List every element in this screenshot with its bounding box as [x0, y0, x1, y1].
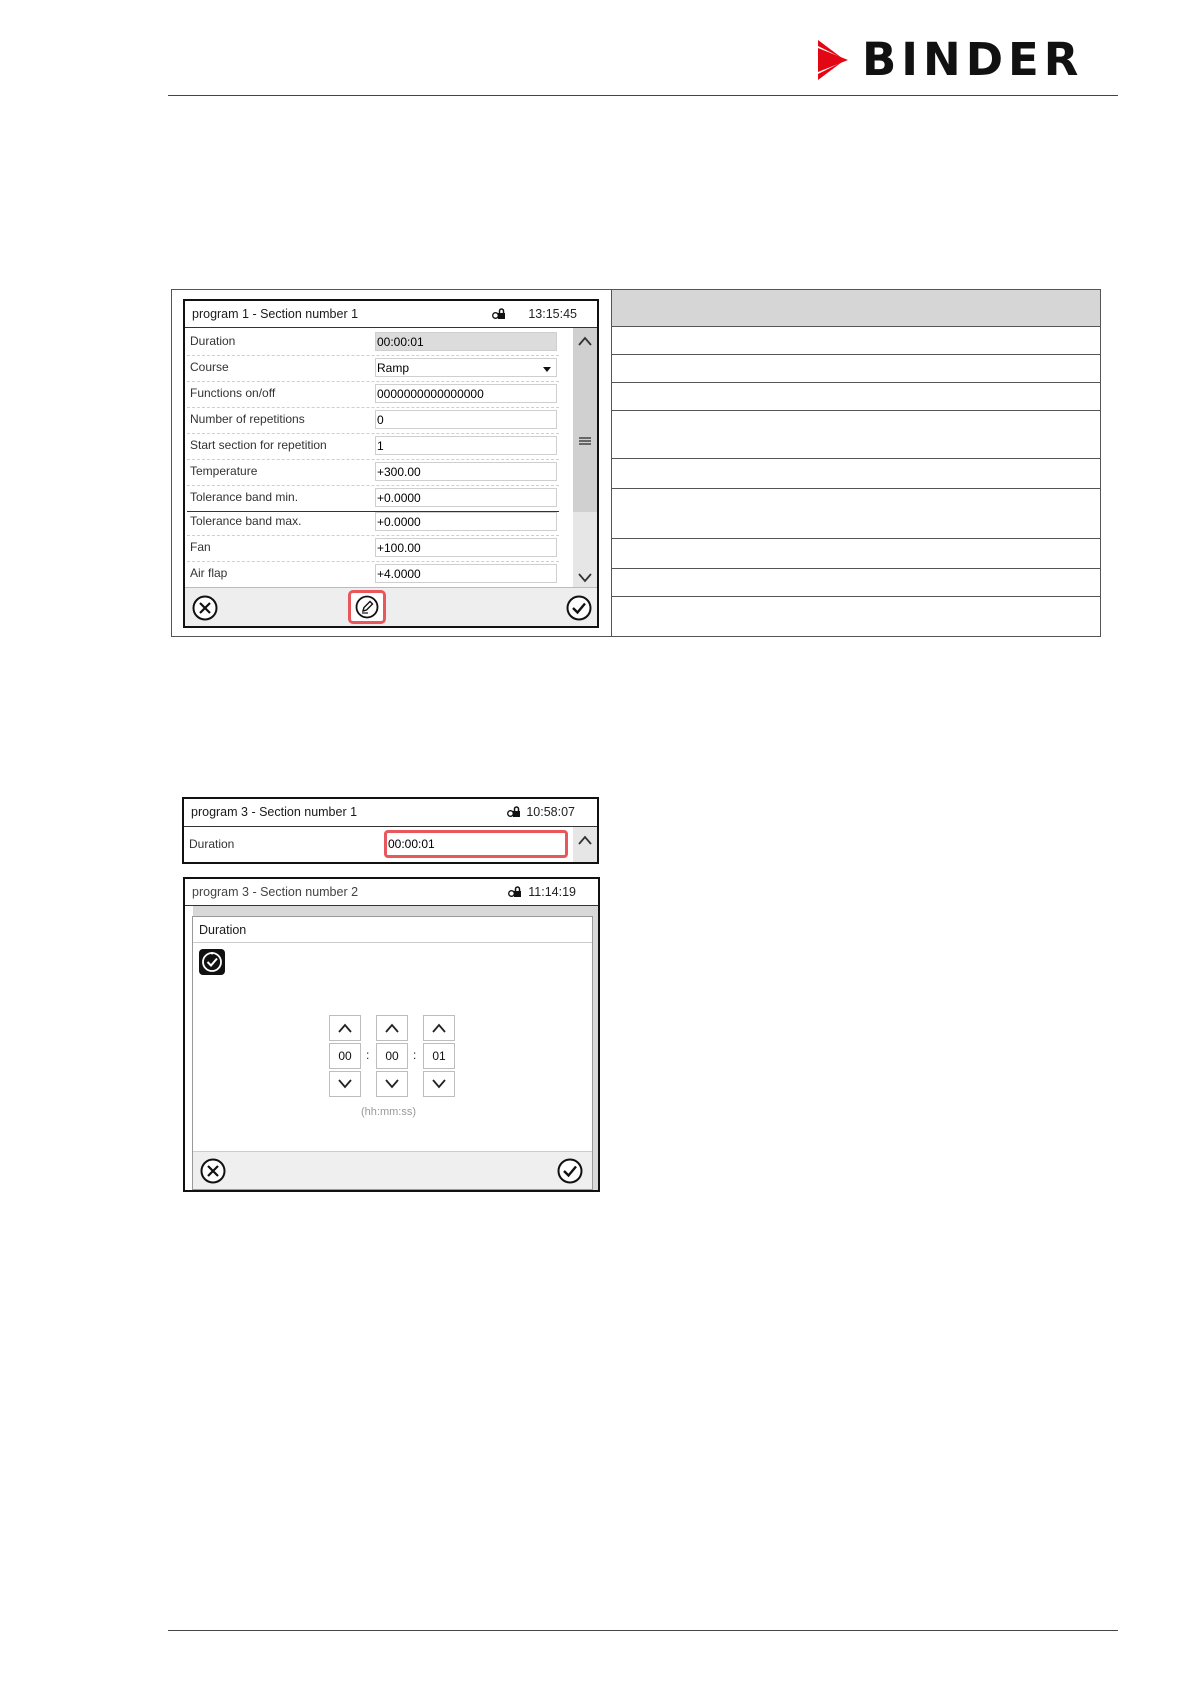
cancel-icon[interactable]	[200, 1158, 226, 1184]
param-row-duration[interactable]	[187, 329, 559, 356]
param-row-tolerance-min[interactable]	[187, 485, 559, 512]
duration-dialog-screen	[183, 877, 600, 1192]
scroll-up-icon[interactable]	[578, 835, 592, 845]
minutes-up-button[interactable]	[376, 1015, 408, 1041]
edit-button[interactable]	[348, 590, 386, 624]
table-row-divider	[612, 538, 1100, 539]
param-label: Number of repetitions	[190, 412, 305, 426]
cancel-icon[interactable]	[192, 595, 218, 621]
seconds-up-button[interactable]	[423, 1015, 455, 1041]
screen-title: program 3 - Section number 2	[192, 885, 359, 899]
hours-up-button[interactable]	[329, 1015, 361, 1041]
duration-value-highlighted[interactable]: 00:00:01	[384, 830, 568, 858]
param-label: Functions on/off	[190, 386, 276, 400]
chevron-down-icon	[432, 1079, 446, 1089]
program-section-screen-small	[182, 797, 599, 864]
table-row-divider	[612, 568, 1100, 569]
time-separator: :	[366, 1048, 370, 1062]
edit-pencil-icon	[355, 595, 379, 619]
chevron-down-icon	[338, 1079, 352, 1089]
course-select[interactable]	[375, 358, 557, 377]
table-row-divider	[612, 410, 1100, 411]
param-row-start-section[interactable]	[187, 433, 559, 460]
param-row-duration[interactable]	[186, 827, 570, 862]
lock-icon	[507, 805, 521, 819]
header-rule	[168, 95, 1118, 96]
screen-title-bar	[184, 799, 597, 827]
hours-down-button[interactable]	[329, 1071, 361, 1097]
minutes-field[interactable]: 00	[376, 1043, 408, 1069]
param-value[interactable]: 0	[375, 410, 557, 429]
confirm-check-icon[interactable]	[557, 1158, 583, 1184]
confirm-check-icon[interactable]	[566, 595, 592, 621]
screen-title: program 3 - Section number 1	[191, 805, 358, 819]
scrollbar[interactable]	[573, 328, 597, 590]
chevron-up-icon	[385, 1023, 399, 1033]
chevron-down-icon	[385, 1079, 399, 1089]
param-value[interactable]: +0.0000	[375, 512, 557, 531]
param-label: Tolerance band max.	[190, 514, 302, 528]
param-label: Duration	[190, 334, 236, 348]
screen-title-bar	[185, 879, 598, 906]
table-row-divider	[612, 354, 1100, 355]
param-value[interactable]: 00:00:01	[375, 332, 557, 351]
param-label: Air flap	[190, 566, 228, 580]
dialog-title: Duration	[193, 917, 592, 943]
chevron-up-icon	[338, 1023, 352, 1033]
course-select-value: Ramp	[377, 361, 410, 375]
param-row-functions[interactable]	[187, 381, 559, 408]
param-label: Duration	[189, 837, 235, 851]
menu-lines-icon	[578, 436, 592, 446]
clock-check-icon	[199, 949, 225, 975]
param-row-repetitions[interactable]	[187, 407, 559, 434]
dropdown-arrow-icon	[543, 367, 551, 372]
screen-clock: 11:14:19	[528, 885, 576, 899]
scrollbar[interactable]	[573, 827, 597, 862]
binder-logo-icon	[818, 38, 854, 82]
param-value[interactable]: 0000000000000000	[375, 384, 557, 403]
table-row-divider	[612, 488, 1100, 489]
param-label: Start section for repetition	[190, 438, 327, 452]
program-section-screen	[183, 299, 599, 628]
param-row-fan[interactable]	[187, 535, 559, 562]
param-label: Fan	[190, 540, 211, 554]
brand-name: BINDER	[862, 33, 1084, 86]
table-row-divider	[612, 596, 1100, 597]
scroll-up-icon[interactable]	[578, 336, 592, 346]
lock-icon	[508, 885, 522, 899]
chevron-up-icon	[432, 1023, 446, 1033]
hours-field[interactable]: 00	[329, 1043, 361, 1069]
param-row-air-flap[interactable]	[187, 561, 559, 588]
screen-title-bar	[185, 301, 597, 328]
param-value[interactable]: 1	[375, 436, 557, 455]
screen-clock: 10:58:07	[526, 805, 575, 819]
param-value[interactable]: +100.00	[375, 538, 557, 557]
screen-clock: 13:15:45	[528, 307, 577, 321]
screen-title: program 1 - Section number 1	[192, 307, 359, 321]
time-separator: :	[413, 1048, 417, 1062]
param-row-temperature[interactable]	[187, 459, 559, 486]
duration-dialog	[192, 916, 593, 1190]
table-row-divider	[612, 382, 1100, 383]
footer-rule	[168, 1630, 1118, 1631]
description-table	[612, 289, 1101, 637]
scroll-down-icon[interactable]	[578, 573, 592, 583]
param-label: Temperature	[190, 464, 258, 478]
param-value[interactable]: +300.00	[375, 462, 557, 481]
table-row-divider	[612, 458, 1100, 459]
param-label: Course	[190, 360, 229, 374]
param-label: Tolerance band min.	[190, 490, 299, 504]
param-value[interactable]: +4.0000	[375, 564, 557, 583]
param-value[interactable]: +0.0000	[375, 488, 557, 507]
screenshot-frame	[171, 289, 612, 637]
minutes-down-button[interactable]	[376, 1071, 408, 1097]
param-row-tolerance-max[interactable]	[187, 509, 559, 536]
lock-icon	[492, 307, 506, 321]
seconds-down-button[interactable]	[423, 1071, 455, 1097]
binder-logo	[818, 33, 1118, 86]
dialog-bottom-bar	[193, 1151, 592, 1189]
seconds-field[interactable]: 01	[423, 1043, 455, 1069]
scrollbar-thumb[interactable]	[573, 328, 597, 512]
param-row-course[interactable]	[187, 355, 559, 382]
description-table-header	[612, 290, 1100, 327]
screen-bottom-bar	[185, 587, 597, 626]
time-format-hint: (hh:mm:ss)	[361, 1106, 416, 1118]
